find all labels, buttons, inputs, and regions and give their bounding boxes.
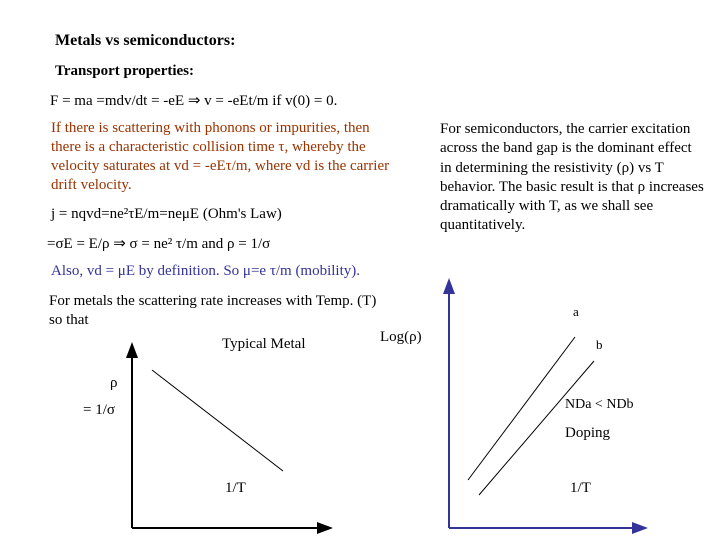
semi-ylabel: Log(ρ): [380, 329, 422, 345]
line-b-label: b: [596, 337, 603, 352]
metal-resistivity-line: [152, 370, 283, 471]
scattering-paragraph: If there is scattering with phonons or impurities, then there is a characteristic collision time τ, whereby the velocity saturates at vd = -eEτ/m, where vd is the carrier drift velocity.: [51, 120, 390, 193]
semi-line-a: [468, 337, 575, 480]
doping-relation: NDa < NDb: [565, 397, 634, 412]
ohms-law-equation: j = nqvd=ne²τE/m=neμE (Ohm's Law): [51, 206, 282, 222]
semi-xlabel: 1/T: [570, 480, 591, 496]
newton-equation: F = ma =mdv/dt = -eE ⇒ v = -eEt/m if v(0) = 0.: [50, 93, 338, 109]
metal-ylabel-rho: ρ: [110, 375, 118, 391]
slide-title: Metals vs semiconductors:: [55, 32, 236, 49]
metal-xlabel: 1/T: [225, 480, 246, 496]
metal-ylabel-sigma: = 1/σ: [83, 402, 115, 418]
doping-label: Doping: [565, 425, 610, 441]
typical-metal-label: Typical Metal: [222, 336, 306, 352]
mobility-definition: Also, vd = μE by definition. So μ=e τ/m (mobility).: [51, 263, 361, 279]
line-a-label: a: [573, 304, 579, 319]
conductivity-equation: =σE = E/ρ ⇒ σ = ne² τ/m and ρ = 1/σ: [47, 236, 271, 252]
semiconductor-paragraph: For semiconductors, the carrier excitation across the band gap is the dominant effect in determining the resistivity (ρ) vs T behavior. The basic result is that ρ increases dramatically with T, as we shall see quantitatively.: [440, 121, 704, 234]
slide-subtitle: Transport properties:: [55, 63, 195, 79]
metals-paragraph: For metals the scattering rate increases with Temp. (T) so that: [49, 293, 377, 328]
